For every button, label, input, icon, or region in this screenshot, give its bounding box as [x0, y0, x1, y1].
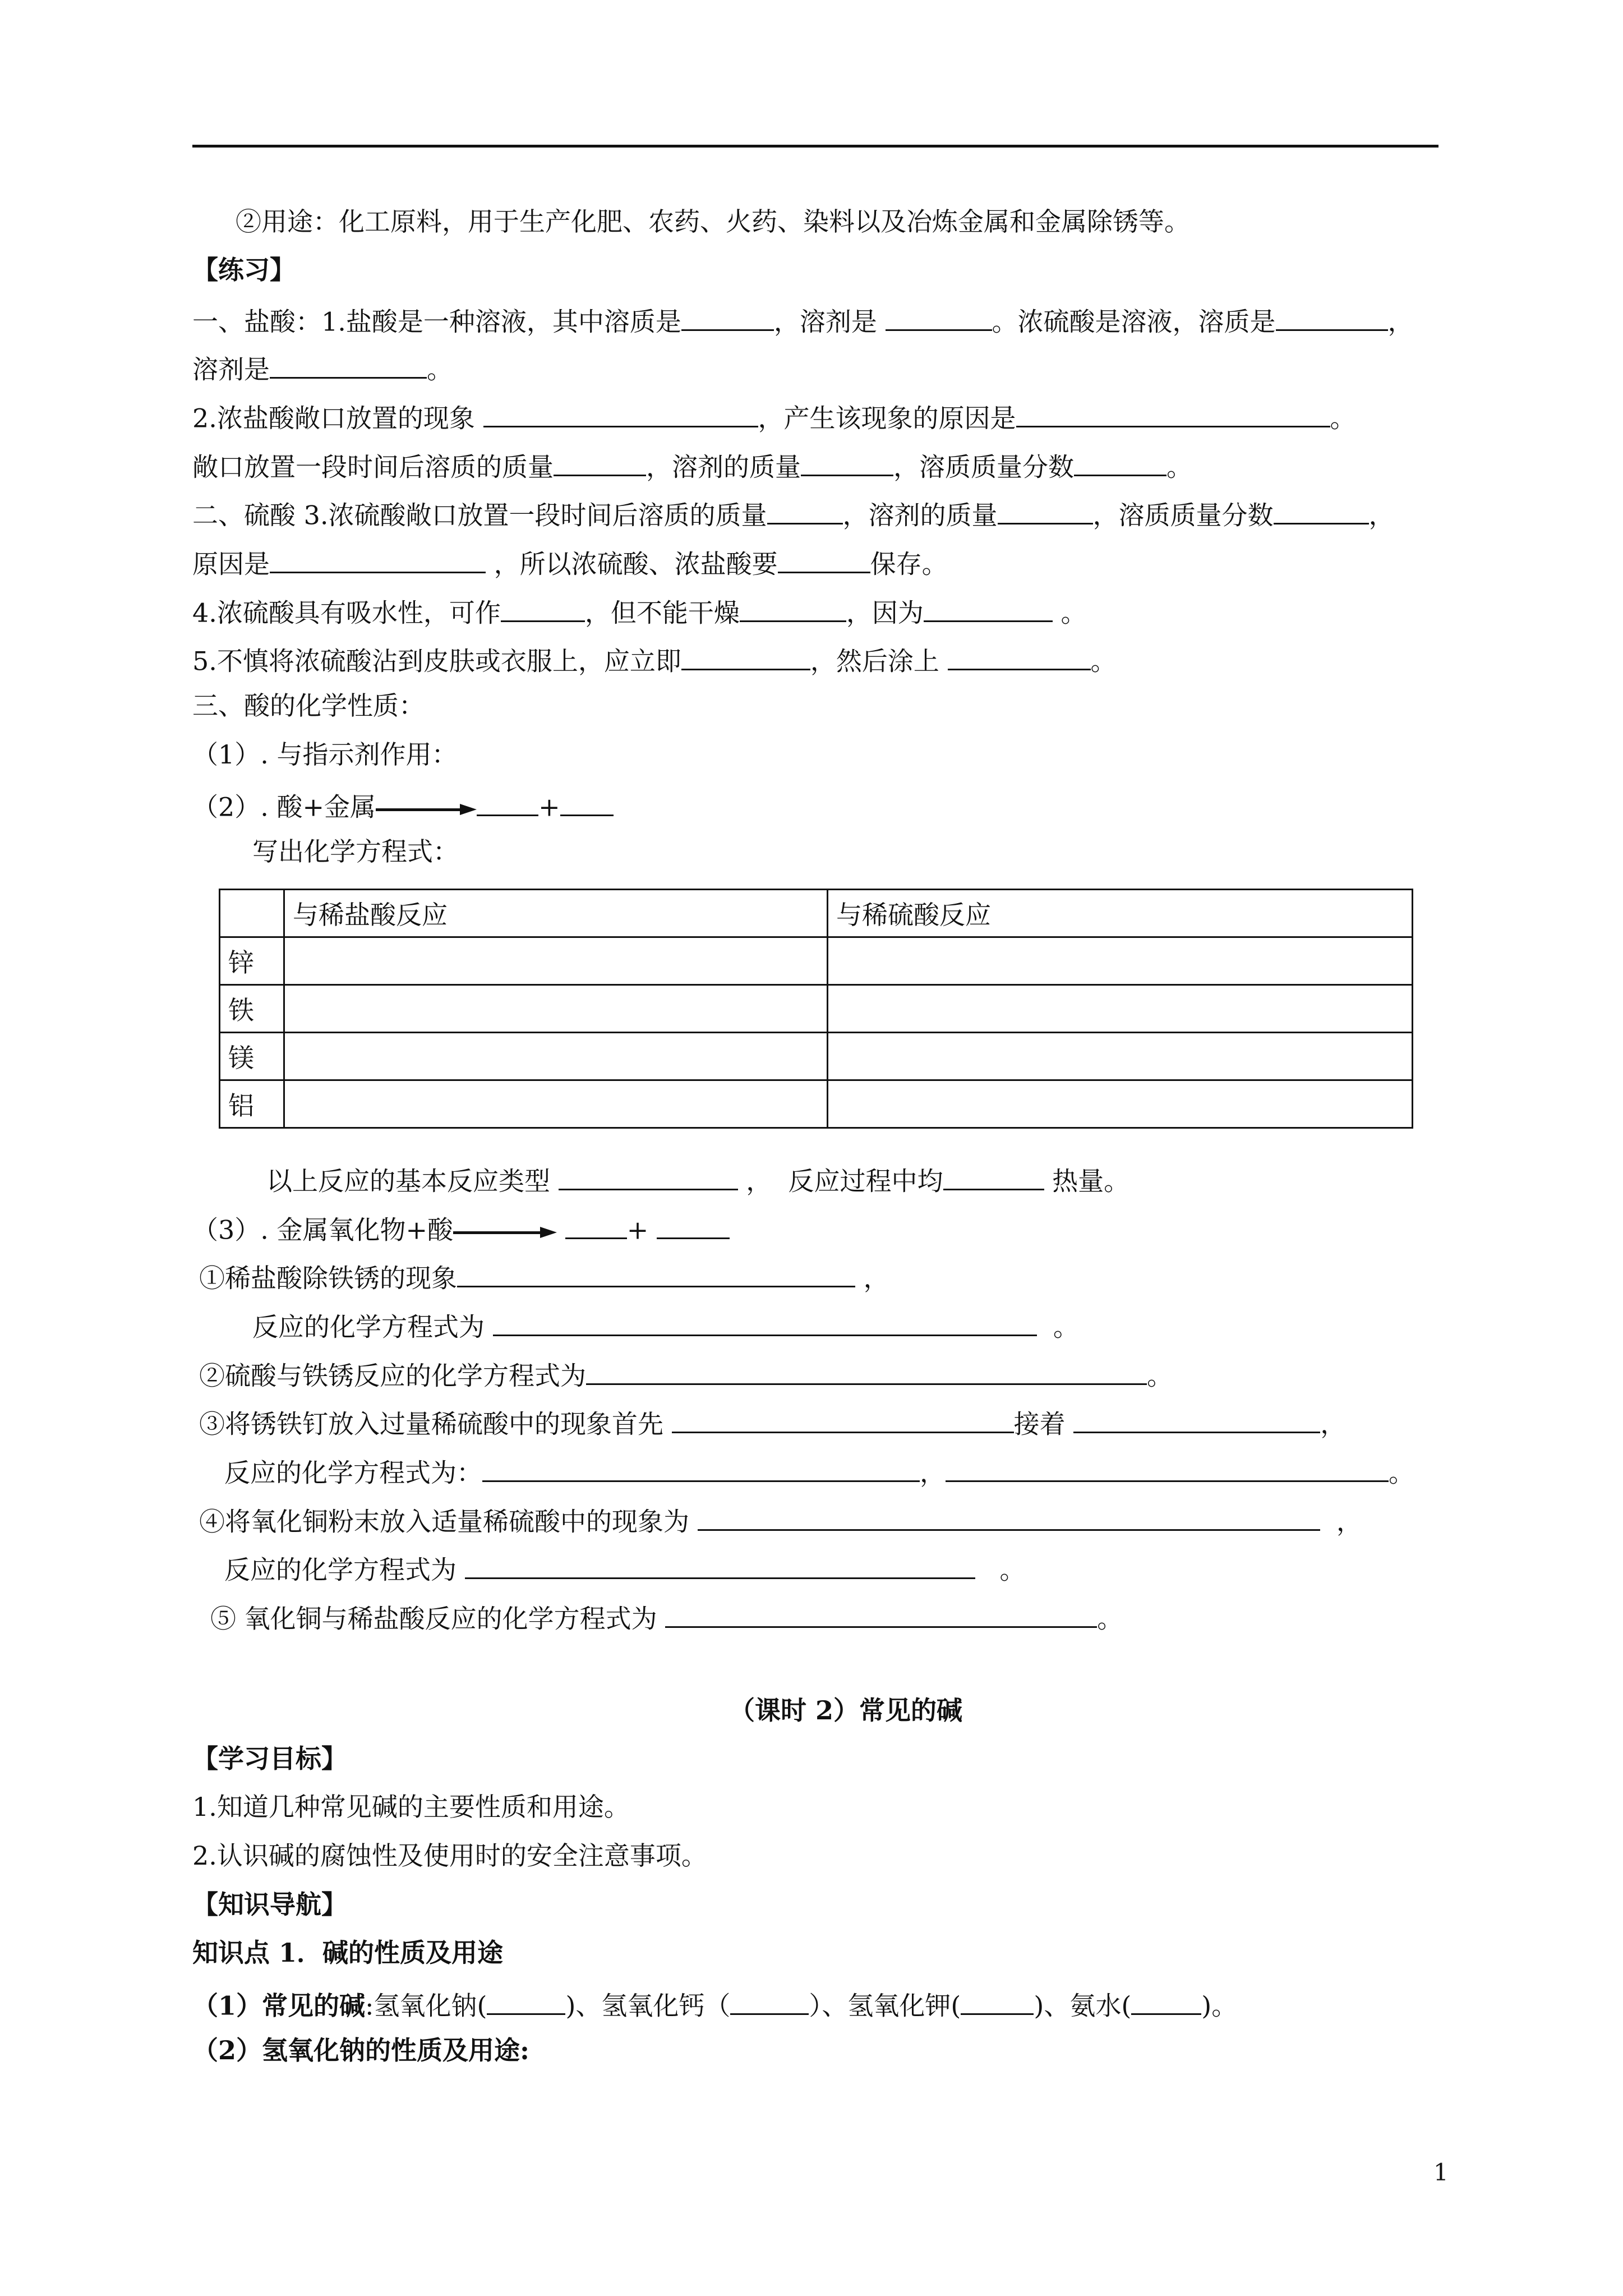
property-3: （3）. 金属氧化物+酸 +	[192, 1213, 730, 1243]
lesson-2-title: （课时 2）常见的碱	[729, 1695, 963, 1726]
answer-blank[interactable]	[465, 1553, 975, 1579]
reaction-arrow-icon	[453, 1227, 557, 1238]
answer-cell[interactable]	[284, 1033, 828, 1080]
answer-blank[interactable]	[1131, 1989, 1201, 2015]
answer-blank[interactable]	[740, 596, 846, 622]
answer-cell[interactable]	[284, 937, 828, 985]
usage-line: ②用途：化工原料，用于生产化肥、农药、火药、染料以及冶炼金属和金属除锈等。	[236, 206, 1190, 237]
answer-blank[interactable]	[559, 1164, 738, 1190]
answer-blank[interactable]	[487, 1989, 565, 2015]
question-1-cont: 溶剂是 。	[192, 352, 453, 383]
question-2-line: 2.浓盐酸敞口放置的现象 ，产生该现象的原因是 。	[192, 401, 1356, 431]
table-row	[220, 1033, 1413, 1080]
property-1: （1）. 与指示剂作用：	[192, 739, 458, 770]
goal-1: 1.知道几种常见碱的主要性质和用途。	[192, 1792, 630, 1822]
answer-cell[interactable]	[284, 1080, 828, 1128]
answer-blank[interactable]	[801, 450, 893, 476]
header-hcl: 与稀盐酸反应	[284, 890, 828, 937]
sulfuric-acid-line: 二、硫酸 3.浓硫酸敞口放置一段时间后溶质的质量 ，溶剂的质量 ，溶质质量分数 ，	[192, 498, 1395, 528]
answer-blank[interactable]	[730, 1989, 809, 2015]
goals-heading: 【学习目标】	[192, 1743, 347, 1774]
answer-blank[interactable]	[1016, 401, 1330, 427]
header-h2so4: 与稀硫酸反应	[828, 890, 1413, 937]
navigation-heading: 【知识导航】	[192, 1889, 347, 1920]
answer-cell[interactable]	[828, 937, 1413, 985]
rust-removal-equation: 反应的化学方程式为 。	[252, 1310, 1079, 1340]
answer-blank[interactable]	[1276, 305, 1388, 331]
answer-blank[interactable]	[586, 1359, 1147, 1385]
question-2-cont: 敞口放置一段时间后溶质的质量 ，溶剂的质量 ，溶质质量分数 。	[192, 450, 1192, 480]
answer-blank[interactable]	[886, 305, 992, 331]
answer-blank[interactable]	[482, 1456, 920, 1482]
answer-blank[interactable]	[477, 790, 538, 816]
table-row	[220, 985, 1413, 1033]
answer-cell[interactable]	[284, 985, 828, 1033]
sulfuric-rust-equation: ②硫酸与铁锈反应的化学方程式为 。	[199, 1359, 1173, 1389]
answer-blank[interactable]	[501, 596, 585, 622]
practice-heading: 【练习】	[192, 255, 296, 285]
reaction-type-line: 以上反应的基本反应类型 ， 反应过程中均 热量。	[266, 1164, 1129, 1194]
sulfuric-acid-cont: 原因是 ，所以浓硫酸、浓盐酸要 保存。	[192, 547, 948, 577]
answer-blank[interactable]	[270, 352, 427, 379]
knowledge-point-1: 知识点 1．碱的性质及用途	[192, 1938, 504, 1968]
metal-label: 铝	[220, 1080, 284, 1128]
metal-label: 铁	[220, 985, 284, 1033]
answer-blank[interactable]	[961, 1989, 1034, 2015]
copper-oxide-sulfuric-line: ④将氧化铜粉末放入适量稀硫酸中的现象为 ，	[199, 1504, 1362, 1535]
common-bases-line: （1）常见的碱:氢氧化钠( )、氢氧化钙（ ）、氢氧化钾( )、氨水( )。	[192, 1989, 1237, 2019]
answer-blank[interactable]	[767, 498, 843, 524]
reaction-table	[219, 889, 1413, 1129]
rust-removal-line: ①稀盐酸除铁锈的现象 ，	[199, 1261, 889, 1291]
rusty-nail-equations: 反应的化学方程式为： ， 。	[224, 1456, 1414, 1486]
answer-blank[interactable]	[1073, 1407, 1320, 1433]
answer-blank[interactable]	[943, 1164, 1044, 1190]
answer-blank[interactable]	[483, 401, 758, 427]
answer-blank[interactable]	[560, 790, 614, 816]
answer-blank[interactable]	[681, 305, 774, 331]
metal-label: 锌	[220, 937, 284, 985]
answer-blank[interactable]	[1074, 450, 1166, 476]
answer-cell[interactable]	[828, 985, 1413, 1033]
page-number: 1	[1433, 2159, 1449, 2186]
metal-label: 镁	[220, 1033, 284, 1080]
rusty-nail-line: ③将锈铁钉放入过量稀硫酸中的现象首先 接着 ，	[199, 1407, 1346, 1437]
answer-cell[interactable]	[828, 1033, 1413, 1080]
copper-oxide-sulfuric-equation: 反应的化学方程式为 。	[224, 1553, 1026, 1583]
table-row	[220, 937, 1413, 985]
property-2: （2）. 酸+金属 +	[192, 790, 614, 820]
answer-blank[interactable]	[672, 1407, 1014, 1433]
reaction-arrow-icon	[376, 804, 477, 815]
sodium-hydroxide-heading: （2）氢氧化钠的性质及用途:	[192, 2035, 529, 2065]
answer-blank[interactable]	[924, 596, 1053, 622]
answer-blank[interactable]	[998, 498, 1093, 524]
answer-blank[interactable]	[946, 1456, 1389, 1482]
answer-blank[interactable]	[565, 1213, 627, 1239]
answer-blank[interactable]	[554, 450, 646, 476]
table-row	[220, 1080, 1413, 1128]
answer-blank[interactable]	[270, 547, 486, 573]
copper-oxide-hcl-equation: ⑤ 氧化铜与稀盐酸反应的化学方程式为 。	[210, 1602, 1123, 1632]
goal-2: 2.认识碱的腐蚀性及使用时的安全注意事项。	[192, 1841, 707, 1871]
answer-blank[interactable]	[948, 644, 1091, 670]
answer-blank[interactable]	[457, 1261, 855, 1287]
question-5-line: 5.不慎将浓硫酸沾到皮肤或衣服上，应立即 ，然后涂上 。	[192, 644, 1117, 674]
answer-cell[interactable]	[828, 1080, 1413, 1128]
table-header-row	[220, 890, 1413, 937]
answer-blank[interactable]	[1274, 498, 1369, 524]
answer-blank[interactable]	[493, 1310, 1037, 1336]
answer-blank[interactable]	[681, 644, 810, 670]
answer-blank[interactable]	[657, 1213, 730, 1239]
section-3-heading: 三、酸的化学性质：	[192, 691, 425, 721]
answer-blank[interactable]	[698, 1504, 1320, 1531]
question-4-line: 4.浓硫酸具有吸水性，可作 ，但不能干燥 ，因为 。	[192, 596, 1087, 626]
question-1-line: 一、盐酸：1.盐酸是一种溶液，其中溶质是 ，溶剂是 。浓硫酸是溶液，溶质是 ，	[192, 305, 1414, 335]
header-rule	[192, 145, 1438, 148]
write-equation-label: 写出化学方程式：	[252, 836, 459, 867]
answer-blank[interactable]	[778, 547, 870, 573]
answer-blank[interactable]	[665, 1602, 1097, 1628]
